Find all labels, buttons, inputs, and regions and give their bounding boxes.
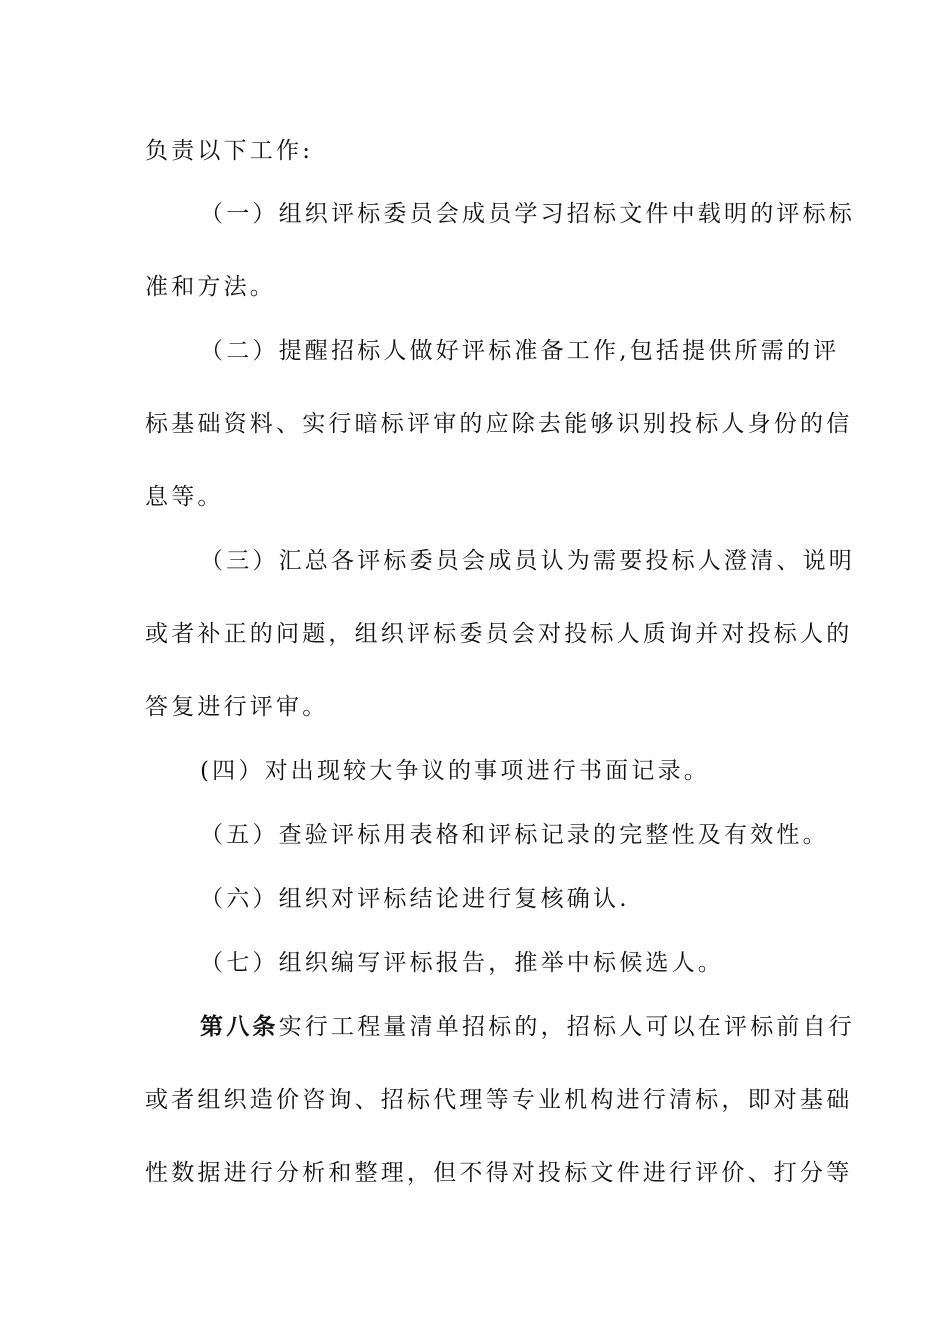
article-8-text: 实行工程量清单招标的，招标人可以在评标前自行 <box>278 1014 856 1040</box>
item-4: (四）对出现较大争议的事项进行书面记录。 <box>200 758 710 784</box>
article-8-line-2: 或者组织造价咨询、招标代理等专业机构进行清标，即对基础 <box>145 1087 853 1113</box>
article-8-line-1 <box>200 1010 856 1044</box>
item-3-line-2: 或者补正的问题，组织评标委员会对投标人质询并对投标人的 <box>145 621 853 647</box>
item-1-line-2: 准和方法。 <box>145 274 276 300</box>
item-2-line-1: （二）提醒招标人做好评标准备工作,包括提供所需的评 <box>200 338 840 364</box>
article-8-heading: 第八条 <box>200 1013 279 1040</box>
item-6: （六）组织对评标结论进行复核确认. <box>200 886 630 912</box>
article-8-line-3: 性数据进行分析和整理，但不得对投标文件进行评价、打分等 <box>145 1160 853 1186</box>
item-3-line-3: 答复进行评审。 <box>145 694 329 720</box>
item-5: （五）查验评标用表格和评标记录的完整性及有效性。 <box>200 822 829 848</box>
item-2-line-2: 标基础资料、实行暗标评审的应除去能够识别投标人身份的信 <box>145 411 853 437</box>
item-7: （七）组织编写评标报告，推举中标候选人。 <box>200 950 724 976</box>
item-3-line-1: （三）汇总各评标委员会成员认为需要投标人澄清、说明 <box>200 548 855 574</box>
text-line-1: 负责以下工作: <box>145 138 314 164</box>
item-1-line-1: （一）组织评标委员会成员学习招标文件中载明的评标标 <box>200 201 855 227</box>
item-2-line-3: 息等。 <box>145 484 224 510</box>
